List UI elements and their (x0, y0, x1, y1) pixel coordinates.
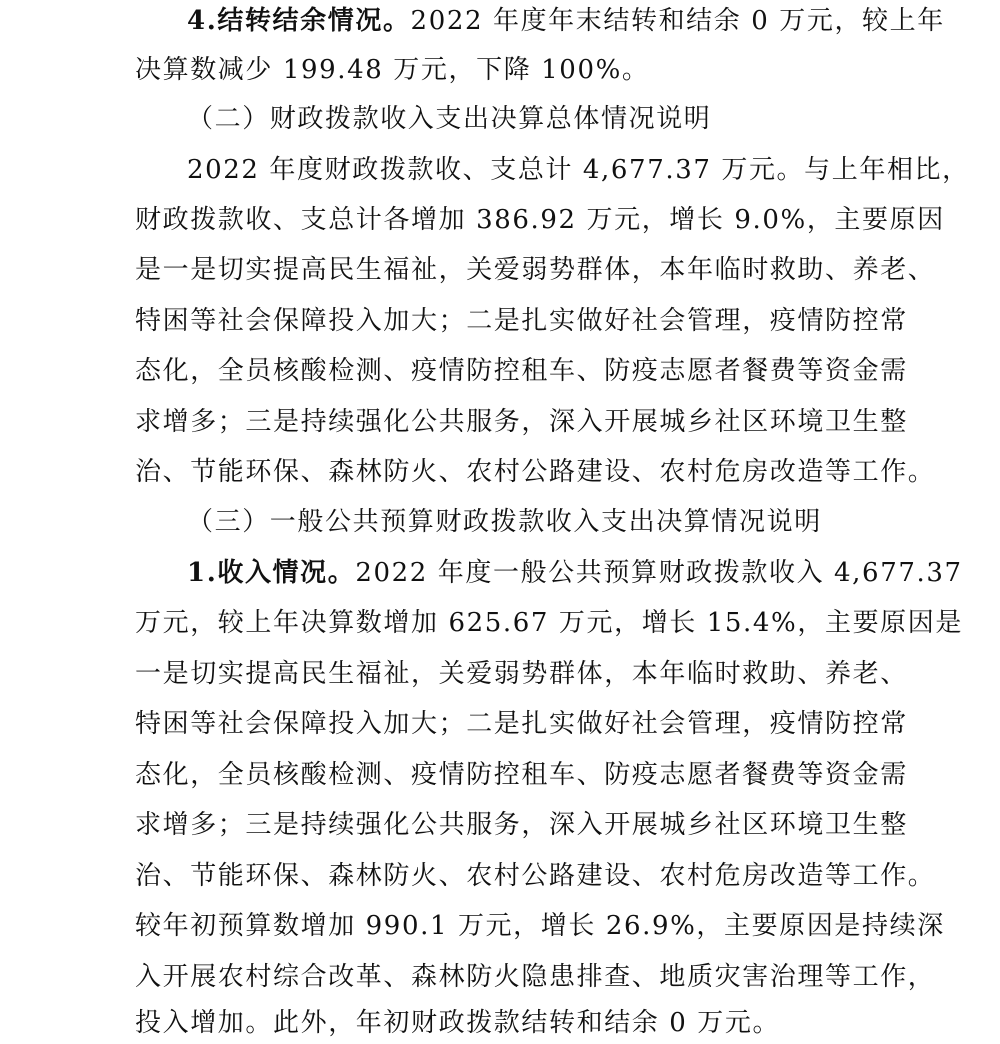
line-text: 治、节能环保、森林防火、农村公路建设、农村危房改造等工作。 (135, 861, 936, 891)
line-text: 2022 年度财政拨款收、支总计 4,677.37 万元。与上年相比， (187, 155, 970, 185)
paragraph-line (187, 0, 945, 42)
paragraph-line (135, 1002, 895, 1044)
paragraph-line (135, 300, 908, 342)
paragraph-line (187, 149, 970, 191)
line-text: （三）一般公共预算财政拨款收入支出决算情况说明 (187, 507, 822, 537)
paragraph-line (135, 451, 936, 493)
line-text: 较年初预算数增加 990.1 万元，增长 26.9%，主要原因是持续深 (135, 911, 945, 941)
paragraph-line (135, 249, 936, 291)
line-text: 一是切实提高民生福祉，关爱弱势群体，本年临时救助、养老、 (135, 659, 908, 689)
paragraph-line (135, 804, 908, 846)
paragraph-line (135, 703, 908, 745)
section-heading: 4.结转结余情况。 (187, 6, 411, 36)
line-text: 治、节能环保、森林防火、农村公路建设、农村危房改造等工作。 (135, 457, 936, 487)
paragraph-line (135, 956, 936, 998)
line-text: 求增多；三是持续强化公共服务，深入开展城乡社区环境卫生整 (135, 810, 908, 840)
line-text: 是一是切实提高民生福祉，关爱弱势群体，本年临时救助、养老、 (135, 255, 936, 285)
line-text: 2022 年度一般公共预算财政拨款收入 4,677.37 (355, 558, 963, 588)
paragraph-line (135, 653, 908, 695)
paragraph-line (135, 855, 936, 897)
section-subheading (187, 98, 895, 140)
paragraph-line (135, 199, 945, 241)
line-text: 求增多；三是持续强化公共服务，深入开展城乡社区环境卫生整 (135, 407, 908, 437)
paragraph-line (135, 905, 945, 947)
section-subheading (187, 501, 895, 543)
line-text: 态化，全员核酸检测、疫情防控租车、防疫志愿者餐费等资金需 (135, 356, 908, 386)
paragraph-line (135, 350, 908, 392)
line-text: 决算数减少 199.48 万元，下降 100%。 (135, 55, 650, 85)
paragraph-line (135, 401, 908, 443)
line-text: 特困等社会保障投入加大；二是扎实做好社会管理，疫情防控常 (135, 709, 908, 739)
paragraph-line (187, 552, 963, 594)
line-text: 财政拨款收、支总计各增加 386.92 万元，增长 9.0%，主要原因 (135, 205, 945, 235)
line-text: 特困等社会保障投入加大；二是扎实做好社会管理，疫情防控常 (135, 306, 908, 336)
section-heading: 1.收入情况。 (187, 558, 356, 588)
line-text: 投入增加。此外，年初财政拨款结转和结余 0 万元。 (135, 1008, 781, 1038)
line-text: 万元，较上年决算数增加 625.67 万元，增长 15.4%，主要原因是 (135, 608, 963, 638)
paragraph-line (135, 602, 963, 644)
paragraph-line (135, 754, 908, 796)
paragraph-line (135, 49, 895, 91)
line-text: （二）财政拨款收入支出决算总体情况说明 (187, 104, 712, 134)
line-text: 入开展农村综合改革、森林防火隐患排查、地质灾害治理等工作， (135, 962, 936, 992)
line-text: 态化，全员核酸检测、疫情防控租车、防疫志愿者餐费等资金需 (135, 760, 908, 790)
line-text: 2022 年度年末结转和结余 0 万元，较上年 (410, 6, 945, 36)
